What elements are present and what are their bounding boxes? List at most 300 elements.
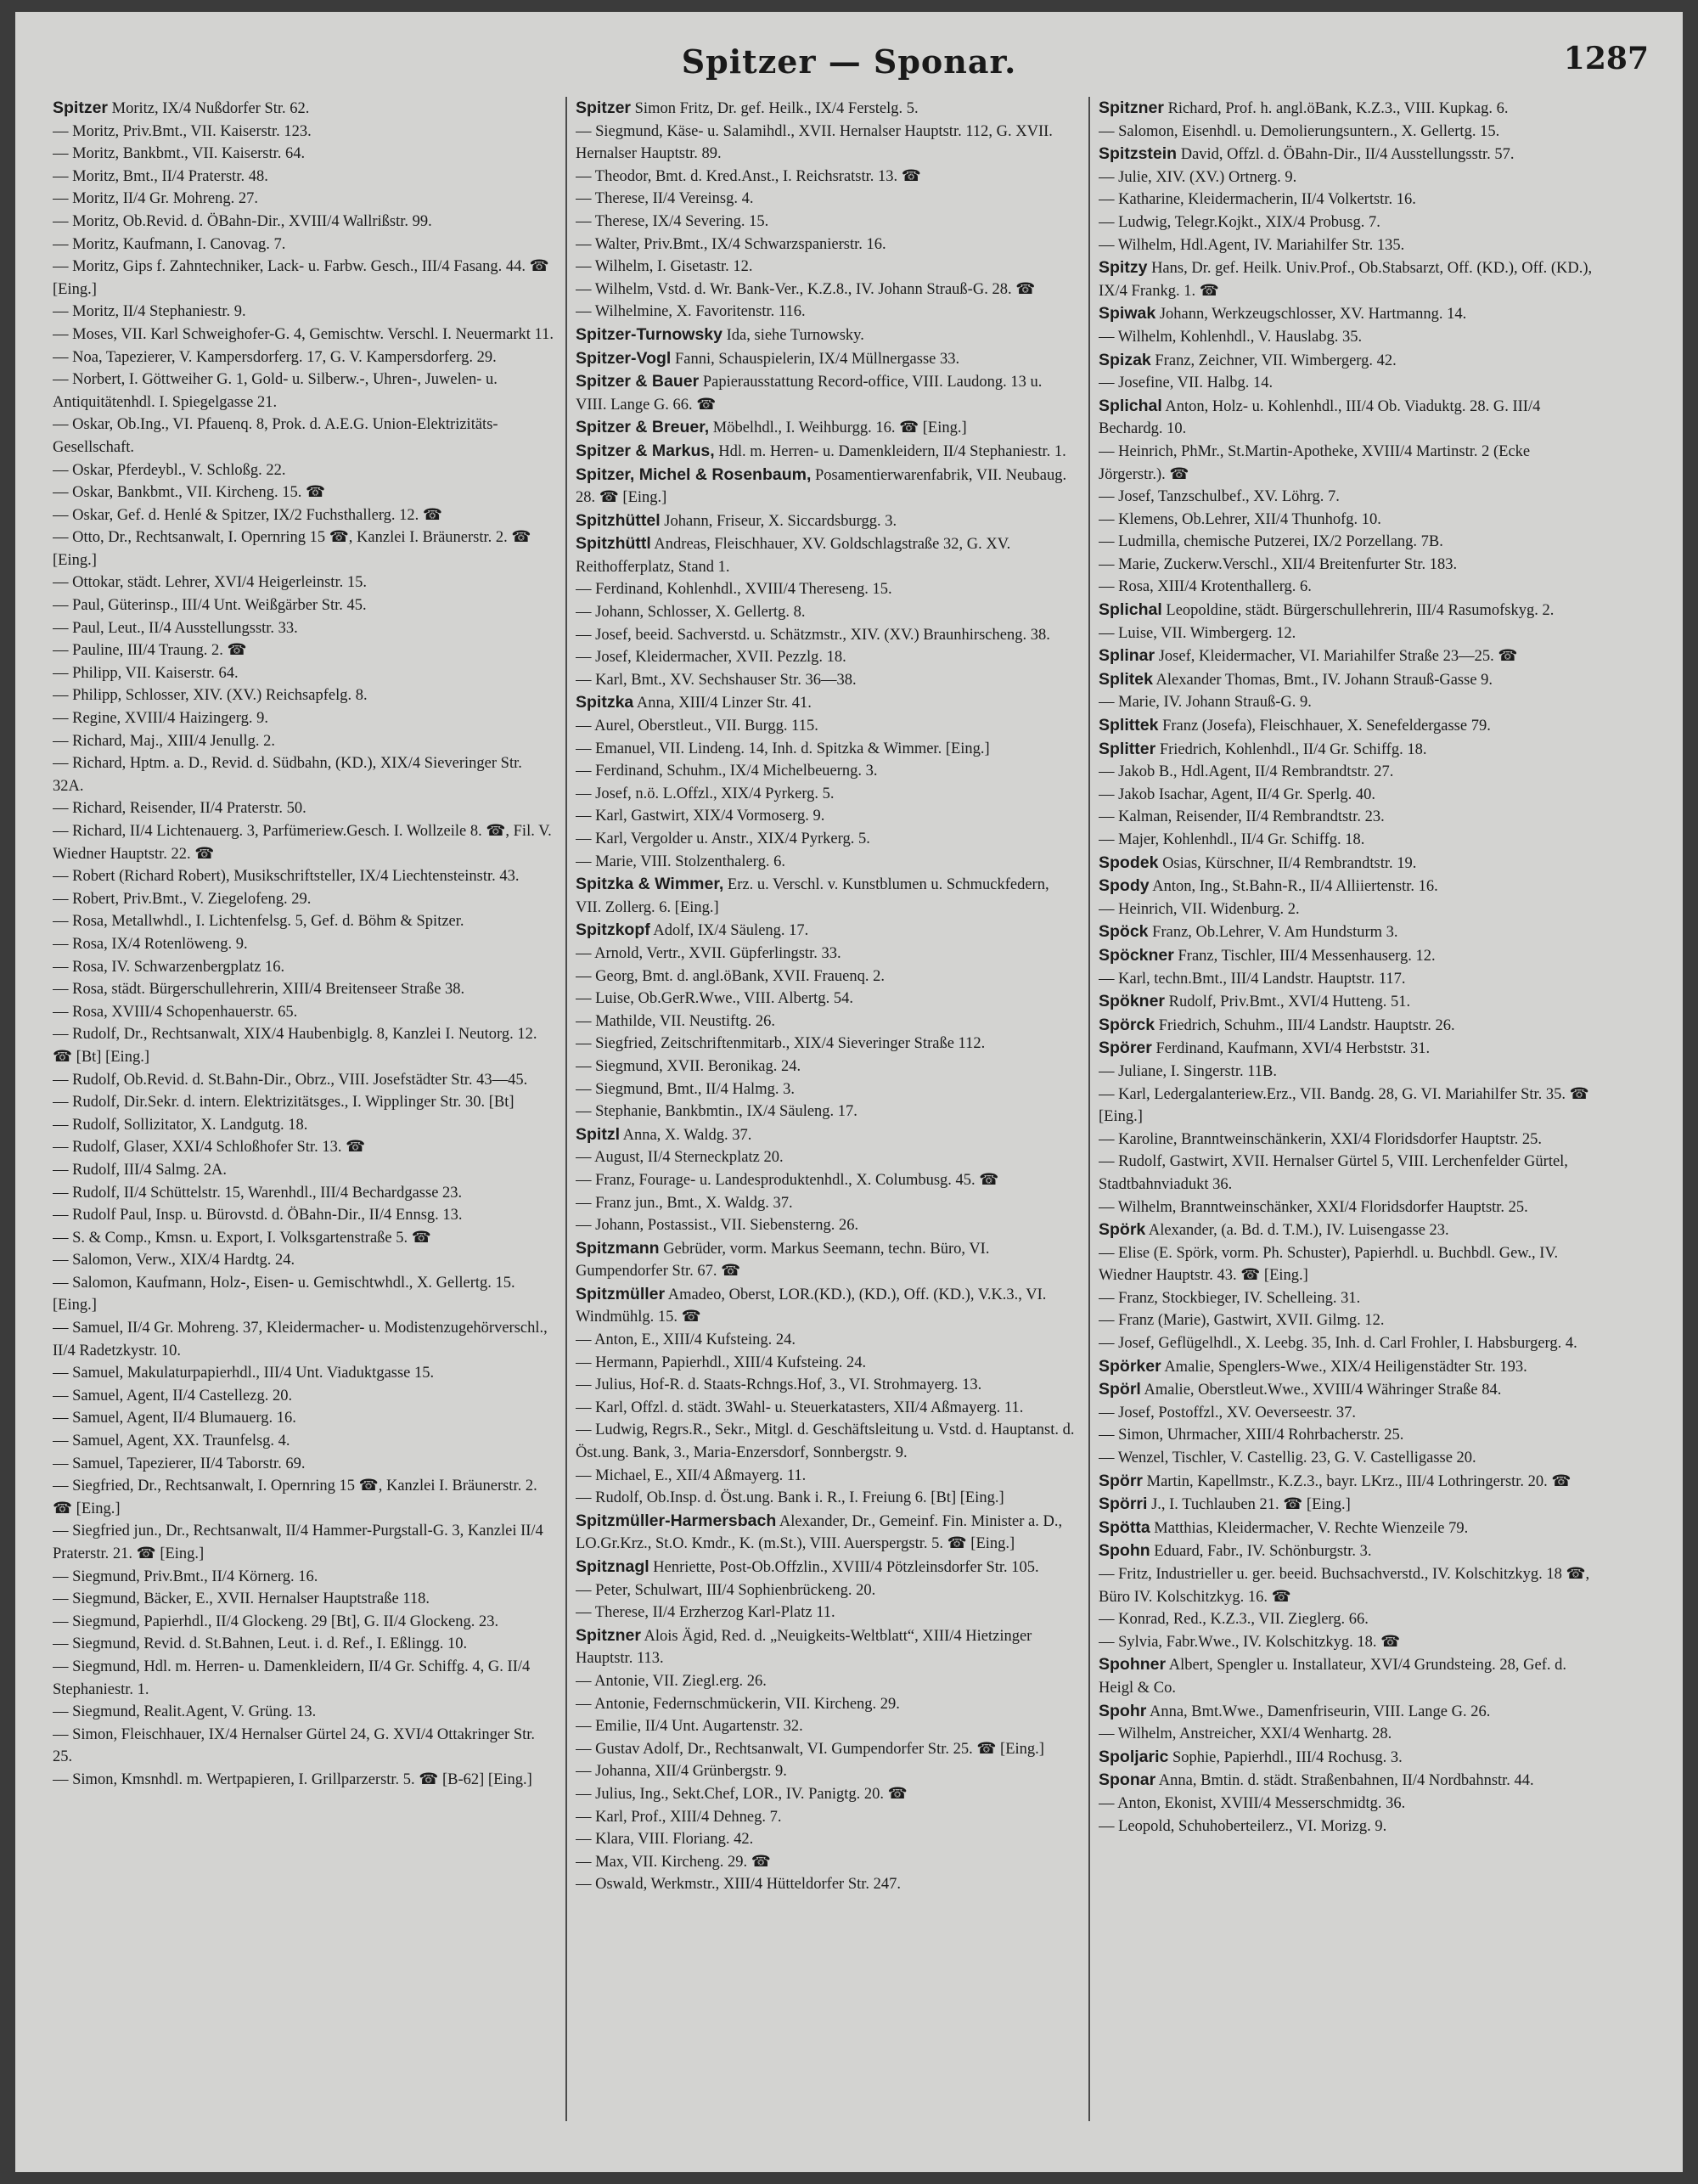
entry-details: — Rosa, IX/4 Rotenlöweng. 9.	[53, 935, 248, 953]
entry-surname: Spitzmann	[576, 1238, 660, 1258]
entry-details: — Salomon, Verw., XIX/4 Hardtg. 24.	[53, 1252, 295, 1269]
directory-entry	[576, 965, 1077, 988]
directory-entry	[1099, 1309, 1600, 1332]
column-divider	[565, 97, 567, 2121]
entry-details: — Moritz, Ob.Revid. d. ÖBahn-Dir., XVIII/4 Wallrißstr. 99.	[53, 212, 432, 230]
directory-entry	[53, 1114, 554, 1137]
directory-entry	[53, 1069, 554, 1092]
directory-entry	[53, 730, 554, 753]
entry-details: — Julius, Ing., Sekt.Chef, LOR., IV. Panigtg. 20. ☎	[576, 1785, 908, 1803]
directory-entry	[576, 578, 1077, 601]
entry-details: — Moritz, Gips f. Zahntechniker, Lack- u. Farbw. Gesch., III/4 Fasang. 44. ☎ [Eing.]	[53, 258, 549, 298]
entry-details: — Rudolf, III/4 Salmg. 2A.	[53, 1161, 228, 1179]
entry-details: — Rudolf, Ob.Insp. d. Öst.ung. Bank i. R., I. Freiung 6. [Bt] [Eing.]	[576, 1489, 1004, 1507]
directory-entry	[1099, 441, 1600, 486]
entry-details: Matthias, Kleidermacher, V. Rechte Wienzeile 79.	[1154, 1519, 1469, 1537]
directory-entry	[576, 1352, 1077, 1375]
entry-details: Amalie, Oberstleut.Wwe., XVIII/4 Währinger Straße 84.	[1144, 1382, 1502, 1399]
directory-entry	[53, 684, 554, 707]
entry-details: — Emanuel, VII. Lindeng. 14, Inh. d. Spitzka & Wimmer. [Eing.]	[576, 740, 990, 757]
entry-details: — Moritz, II/4 Gr. Mohreng. 27.	[53, 190, 259, 208]
directory-entry	[1099, 1723, 1600, 1746]
directory-entry	[53, 956, 554, 979]
entry-details: — Siegfried, Dr., Rechtsanwalt, I. Opernring 15 ☎, Kanzlei I. Bräunerstr. 2. ☎ [Eing.]	[53, 1478, 537, 1517]
directory-entry	[576, 943, 1077, 965]
directory-entry	[53, 234, 554, 256]
directory-entry	[576, 1510, 1077, 1556]
directory-entry	[53, 1385, 554, 1408]
entry-details: — Therese, IX/4 Severing. 15.	[576, 212, 769, 230]
directory-entry	[53, 211, 554, 234]
entry-details: — Gustav Adolf, Dr., Rechtsanwalt, VI. Gumpendorfer Str. 25. ☎ [Eing.]	[576, 1740, 1044, 1758]
directory-entry	[576, 1601, 1077, 1624]
entry-details: — Samuel, Agent, XX. Traunfelsg. 4.	[53, 1433, 290, 1450]
directory-entry	[53, 166, 554, 189]
entry-details: — Karl, Ledergalanteriew.Erz., VII. Bandg. 28, G. VI. Mariahilfer Str. 35. ☎ [Eing.]	[1099, 1085, 1589, 1126]
directory-entry	[1099, 1815, 1600, 1838]
entry-surname: Splitter	[1099, 739, 1156, 758]
entry-details: — Siegmund, Hdl. m. Herren- u. Damenkleidern, II/4 Gr. Schiffg. 4, G. II/4 Stephaniestr. 1.	[53, 1658, 531, 1698]
entry-surname: Spitzhüttl	[576, 534, 651, 554]
page-number: 1287	[1563, 41, 1649, 76]
directory-entry	[576, 1579, 1077, 1602]
directory-entry	[1099, 97, 1600, 121]
directory-entry	[576, 1078, 1077, 1101]
entry-surname: Spörl	[1099, 1380, 1141, 1399]
entry-surname: Splinar	[1099, 646, 1155, 666]
entry-details: — Oswald, Werkmstr., XIII/4 Hütteldorfer Str. 247.	[576, 1876, 902, 1894]
entry-details: Amalie, Spenglers-Wwe., XIX/4 Heiligenstädter Str. 193.	[1164, 1358, 1527, 1376]
directory-entry	[1099, 395, 1600, 441]
directory-entry	[576, 234, 1077, 256]
directory-entry	[1099, 1061, 1600, 1084]
directory-entry	[576, 532, 1077, 578]
entry-details: — Rosa, Metallwhdl., I. Lichtenfelsg. 5, Gef. d. Böhm & Spitzer.	[53, 913, 464, 931]
entry-details: — Karl, techn.Bmt., III/4 Landstr. Hauptstr. 117.	[1099, 970, 1406, 988]
entry-details: — Richard, Maj., XIII/4 Jenullg. 2.	[53, 732, 276, 750]
entry-details: — Moritz, Bankbmt., VII. Kaiserstr. 64.	[53, 145, 306, 163]
entry-details: Ida, siehe Turnowsky.	[726, 326, 864, 344]
directory-entry	[1099, 714, 1600, 738]
directory-entry	[576, 1465, 1077, 1488]
directory-entry	[576, 1010, 1077, 1033]
entry-surname: Spörri	[1099, 1494, 1148, 1514]
entry-details: Anna, Bmtin. d. städt. Straßenbahnen, II/4 Nordbahnstr. 44.	[1158, 1772, 1534, 1790]
directory-entry	[1099, 829, 1600, 852]
directory-columns	[53, 97, 1666, 2155]
entry-details: Andreas, Fleischhauer, XV. Goldschlagstraße 32, G. XV. Reithofferplatz, Stand 1.	[576, 536, 1011, 576]
entry-details: — Franz, Stockbieger, IV. Schelleing. 31.	[1099, 1289, 1361, 1307]
directory-entry	[1099, 1653, 1600, 1699]
entry-details: Richard, Prof. h. angl.öBank, K.Z.3., VIII. Kupkag. 6.	[1167, 100, 1509, 117]
directory-entry	[576, 1169, 1077, 1192]
entry-details: — Marie, VIII. Stolzenthalerg. 6.	[576, 853, 785, 870]
directory-entry	[1099, 1517, 1600, 1540]
entry-details: — Ferdinand, Schuhm., IX/4 Michelbeuerng. 3.	[576, 763, 878, 780]
directory-entry	[1099, 784, 1600, 807]
entry-surname: Spöckner	[1099, 945, 1174, 965]
directory-entry	[1099, 1332, 1600, 1355]
entry-surname: Spitzer	[576, 99, 632, 117]
directory-entry	[576, 1192, 1077, 1215]
entry-details: — Katharine, Kleidermacherin, II/4 Volkertstr. 16.	[1099, 191, 1416, 209]
entry-details: — Heinrich, VII. Widenburg. 2.	[1099, 900, 1300, 918]
directory-entry	[576, 188, 1077, 211]
entry-details: — Peter, Schulwart, III/4 Sophienbrückeng. 20.	[576, 1581, 876, 1599]
entry-details: — Noa, Tapezierer, V. Kampersdorferg. 17, G. V. Kampersdorferg. 29.	[53, 348, 497, 366]
directory-entry	[53, 414, 554, 459]
entry-surname: Spitzstein	[1099, 144, 1178, 164]
entry-details: — Antonie, VII. Ziegl.erg. 26.	[576, 1672, 767, 1690]
entry-details: Eduard, Fabr., IV. Schönburgstr. 3.	[1154, 1543, 1372, 1561]
entry-details: — Karoline, Branntweinschänkerin, XXI/4 Floridsdorfer Hauptstr. 25.	[1099, 1130, 1543, 1148]
directory-entry	[53, 121, 554, 144]
directory-entry	[53, 1656, 554, 1701]
entry-details: — Wilhelm, Vstd. d. Wr. Bank-Ver., K.Z.8., IV. Johann Strauß-G. 28. ☎	[576, 280, 1036, 298]
entry-surname: Spitzer	[53, 99, 109, 117]
entry-details: Franz, Tischler, III/4 Messenhauserg. 12.	[1178, 947, 1436, 965]
entry-details: — Marie, Zuckerw.Verschl., XII/4 Breitenfurter Str. 183.	[1099, 555, 1458, 573]
directory-entry	[1099, 668, 1600, 692]
directory-entry	[53, 1430, 554, 1453]
entry-details: — Rosa, XVIII/4 Schopenhauerstr. 65.	[53, 1003, 298, 1021]
entry-details: Alexander, (a. Bd. d. T.M.), IV. Luisengasse 23.	[1148, 1222, 1449, 1240]
entry-surname: Spökner	[1099, 992, 1166, 1011]
entry-details: Franz (Josefa), Fleischhauer, X. Senefeldergasse 79.	[1162, 718, 1491, 735]
entry-details: Erz. u. Verschl. v. Kunstblumen u. Schmuckfedern, VII. Zollerg. 6. [Eing.]	[576, 876, 1049, 916]
entry-details: — Josef, Postoffzl., XV. Oeverseestr. 37.	[1099, 1404, 1356, 1421]
entry-details: — Majer, Kohlenhdl., II/4 Gr. Schiffg. 18.	[1099, 831, 1365, 848]
entry-details: — Robert (Richard Robert), Musikschriftsteller, IX/4 Liechtensteinstr. 43.	[53, 868, 520, 886]
entry-details: — Oskar, Gef. d. Henlé & Spitzer, IX/2 Fuchsthallerg. 12. ☎	[53, 506, 442, 524]
directory-entry	[576, 1419, 1077, 1464]
entry-details: — Jakob B., Hdl.Agent, II/4 Rembrandtstr. 27.	[1099, 763, 1394, 781]
entry-details: — Siegmund, Käse- u. Salamihdl., XVII. Hernalser Hauptstr. 112, G. XVII. Hernalser Hauptstr. 89.	[576, 122, 1053, 163]
directory-entry	[576, 1556, 1077, 1579]
entry-details: — Arnold, Vertr., XVII. Güpferlingstr. 33.	[576, 944, 841, 962]
directory-entry	[576, 1283, 1077, 1329]
entry-details: Anton, Holz- u. Kohlenhdl., III/4 Ob. Viaduktg. 28. G. III/4 Bechardg. 10.	[1099, 397, 1541, 438]
directory-entry	[1099, 143, 1600, 166]
entry-details: — Moritz, II/4 Stephaniestr. 9.	[53, 303, 246, 321]
entry-details: — Michael, E., XII/4 Aßmayerg. 11.	[576, 1466, 807, 1484]
directory-entry	[1099, 1746, 1600, 1770]
directory-entry	[53, 865, 554, 888]
entry-details: — Elise (E. Spörk, vorm. Ph. Schuster), Papierhdl. u. Buchbdl. Gew., IV. Wiedner Hauptstr. 43. ☎ [Eing.]	[1099, 1244, 1559, 1285]
directory-entry	[576, 324, 1077, 347]
directory-entry	[1099, 121, 1600, 144]
directory-entry	[576, 738, 1077, 761]
directory-entry	[1099, 1700, 1600, 1724]
directory-entry	[1099, 349, 1600, 373]
entry-details: — Julius, Hof-R. d. Staats-Rchngs.Hof, 3., VI. Strohmayerg. 13.	[576, 1376, 982, 1394]
running-head: Spitzer — Sponar.	[681, 42, 1017, 81]
directory-entry	[576, 669, 1077, 692]
directory-entry	[53, 346, 554, 369]
entry-details: Adolf, IX/4 Säuleng. 17.	[653, 922, 809, 940]
entry-surname: Spöck	[1099, 922, 1149, 942]
entry-surname: Spitzy	[1099, 258, 1148, 278]
directory-entry	[53, 481, 554, 504]
entry-details: — Josef, n.ö. L.Offzl., XIX/4 Pyrkerg. 5.	[576, 785, 835, 802]
directory-entry	[576, 873, 1077, 919]
entry-details: — Wilhelm, Hdl.Agent, IV. Mariahilfer Str. 135.	[1099, 236, 1405, 254]
entry-details: — Ferdinand, Kohlenhdl., XVIII/4 Thereseng. 15.	[576, 581, 892, 599]
entry-details: — Wenzel, Tischler, V. Castellig. 23, G. V. Castelligasse 20.	[1099, 1449, 1476, 1467]
entry-details: — Johanna, XII/4 Grünbergstr. 9.	[576, 1763, 787, 1781]
directory-entry	[1099, 599, 1600, 622]
directory-entry	[53, 301, 554, 324]
directory-entry	[1099, 1424, 1600, 1447]
entry-details: Anna, Bmt.Wwe., Damenfriseurin, VIII. Lange G. 26.	[1149, 1703, 1491, 1720]
directory-entry	[1099, 486, 1600, 509]
directory-entry	[1099, 256, 1600, 302]
directory-entry	[576, 1760, 1077, 1783]
directory-entry	[1099, 531, 1600, 554]
entry-details: — Philipp, Schlosser, XIV. (XV.) Reichsapfelg. 8.	[53, 687, 368, 705]
entry-details: — Josef, Tanzschulbef., XV. Löhrg. 7.	[1099, 488, 1340, 506]
entry-details: — Rudolf, Ob.Revid. d. St.Bahn-Dir., Obrz., VIII. Josefstädter Str. 43—45.	[53, 1071, 528, 1089]
entry-surname: Spodek	[1099, 853, 1159, 872]
entry-surname: Spitzmüller-Harmersbach	[576, 1511, 777, 1530]
directory-entry	[576, 256, 1077, 279]
directory-entry	[1099, 1151, 1600, 1196]
directory-entry	[53, 1023, 554, 1068]
directory-entry	[576, 601, 1077, 624]
entry-details: — Rudolf, II/4 Schüttelstr. 15, Warenhdl., III/4 Bechardgasse 23.	[53, 1184, 463, 1202]
entry-details: — Luise, Ob.GerR.Wwe., VIII. Albertg. 54.	[576, 990, 853, 1008]
entry-details: — Emilie, II/4 Unt. Augartenstr. 32.	[576, 1718, 803, 1736]
directory-entry	[576, 440, 1077, 464]
directory-entry	[576, 828, 1077, 851]
entry-details: — Ludwig, Telegr.Kojkt., XIX/4 Probusg. 7.	[1099, 213, 1380, 231]
directory-entry	[53, 1520, 554, 1565]
entry-details: — Hermann, Papierhdl., XIII/4 Kufsteing. 24.	[576, 1354, 867, 1371]
directory-entry	[1099, 1470, 1600, 1494]
directory-entry	[576, 1783, 1077, 1806]
entry-details: — Leopold, Schuhoberteilerz., VI. Morizg. 9.	[1099, 1817, 1387, 1835]
page-header	[15, 32, 1683, 83]
entry-details: — Norbert, I. Göttweiher G. 1, Gold- u. Silberw.-, Uhren-, Juwelen- u. Antiquitätenhdl. I. Spiegelgasse 21.	[53, 371, 498, 411]
entry-details: Möbelhdl., I. Weihburgg. 16. ☎ [Eing.]	[712, 419, 967, 437]
entry-details: — Rosa, IV. Schwarzenbergplatz 16.	[53, 958, 285, 976]
directory-entry	[576, 370, 1077, 416]
directory-entry	[53, 1204, 554, 1227]
entry-details: — Moritz, Bmt., II/4 Praterstr. 48.	[53, 167, 268, 185]
directory-entry	[1099, 554, 1600, 577]
directory-entry	[1099, 576, 1600, 599]
directory-entry	[1099, 509, 1600, 532]
entry-surname: Spitzer & Breuer,	[576, 418, 710, 437]
directory-entry	[576, 416, 1077, 440]
directory-entry	[53, 1588, 554, 1611]
entry-surname: Spörk	[1099, 1220, 1146, 1240]
directory-entry	[1099, 1219, 1600, 1242]
entry-surname: Spitzka & Wimmer,	[576, 875, 724, 894]
directory-entry	[1099, 875, 1600, 898]
entry-details: Moritz, IX/4 Nußdorfer Str. 62.	[111, 100, 310, 117]
entry-surname: Spitzka	[576, 693, 634, 712]
directory-entry	[576, 1329, 1077, 1352]
entry-details: — Franz (Marie), Gastwirt, XVII. Gilmg. 12.	[1099, 1312, 1385, 1330]
entry-surname: Spötta	[1099, 1517, 1150, 1537]
directory-entry	[53, 1453, 554, 1476]
entry-details: — Wilhelm, Anstreicher, XXI/4 Wenhartg. 28.	[1099, 1725, 1392, 1743]
entry-details: Anton, Ing., St.Bahn-R., II/4 Alliiertenstr. 16.	[1152, 878, 1438, 896]
directory-entry	[576, 1851, 1077, 1874]
entry-details: — Klara, VIII. Floriang. 42.	[576, 1831, 754, 1849]
directory-entry	[1099, 920, 1600, 944]
entry-surname: Spody	[1099, 876, 1150, 896]
entry-surname: Splitek	[1099, 669, 1153, 689]
directory-entry	[1099, 166, 1600, 189]
directory-entry	[576, 1487, 1077, 1510]
entry-surname: Splichal	[1099, 396, 1162, 415]
directory-entry	[576, 1670, 1077, 1693]
entry-surname: Spitzkopf	[576, 920, 650, 940]
directory-entry	[53, 459, 554, 482]
entry-details: — Rudolf, Glaser, XXI/4 Schloßhofer Str. 13. ☎	[53, 1139, 366, 1157]
directory-entry	[1099, 1196, 1600, 1219]
entry-details: — Franz jun., Bmt., X. Waldg. 37.	[576, 1194, 793, 1212]
directory-entry	[53, 256, 554, 301]
entry-details: — Heinrich, PhMr., St.Martin-Apotheke, XVIII/4 Martinstr. 2 (Ecke Jörgerstr.). ☎	[1099, 442, 1531, 483]
directory-entry	[576, 1828, 1077, 1851]
directory-entry	[576, 1123, 1077, 1147]
entry-details: — Simon, Uhrmacher, XIII/4 Rohrbacherstr. 25.	[1099, 1427, 1404, 1444]
entry-surname: Spitzhüttel	[576, 510, 661, 530]
directory-entry	[1099, 990, 1600, 1014]
directory-entry	[1099, 326, 1600, 349]
directory-entry	[53, 594, 554, 617]
entry-details: Henriette, Post-Ob.Offzlin., XVIII/4 Pötzleinsdorfer Str. 105.	[653, 1559, 1039, 1576]
entry-details: Sophie, Papierhdl., III/4 Rochusg. 3.	[1172, 1748, 1403, 1766]
directory-entry	[53, 1227, 554, 1250]
directory-entry	[53, 1001, 554, 1024]
directory-entry	[1099, 1129, 1600, 1151]
directory-entry	[576, 988, 1077, 1010]
directory-entry	[53, 369, 554, 414]
entry-surname: Spörker	[1099, 1356, 1161, 1376]
entry-details: — Sylvia, Fabr.Wwe., IV. Kolschitzkyg. 18. ☎	[1099, 1633, 1401, 1651]
entry-details: — Paul, Güterinsp., III/4 Unt. Weißgärber Str. 45.	[53, 597, 367, 615]
entry-details: David, Offzl. d. ÖBahn-Dir., II/4 Ausstellungsstr. 57.	[1180, 146, 1515, 164]
entry-details: Friedrich, Kohlenhdl., II/4 Gr. Schiffg. 18.	[1159, 740, 1427, 758]
directory-entry	[53, 1182, 554, 1205]
entry-details: — Ludwig, Regrs.R., Sekr., Mitgl. d. Geschäftsleitung u. Vstd. d. Hauptanst. d. Öst.ung. Bank, 3., Maria-Enzersdorf, Sonnbergstr. 9.	[576, 1421, 1075, 1462]
directory-entry	[576, 1374, 1077, 1397]
directory-entry	[53, 1701, 554, 1724]
directory-entry	[53, 978, 554, 1001]
directory-entry	[576, 1214, 1077, 1237]
directory-entry	[53, 1091, 554, 1114]
entry-details: — Simon, Fleischhauer, IX/4 Hernalser Gürtel 24, G. XVI/4 Ottakringer Str. 25.	[53, 1725, 536, 1766]
directory-entry	[576, 1738, 1077, 1761]
entry-details: — August, II/4 Sterneckplatz 20.	[576, 1149, 784, 1167]
entry-details: — Richard, Hptm. a. D., Revid. d. Südbahn, (KD.), XIX/4 Sieveringer Str. 32A.	[53, 755, 522, 795]
directory-entry	[576, 1100, 1077, 1123]
directory-entry	[53, 1769, 554, 1792]
directory-entry	[1099, 302, 1600, 326]
entry-details: — Anton, E., XIII/4 Kufsteing. 24.	[576, 1331, 796, 1349]
entry-details: — Karl, Vergolder u. Anstr., XIX/4 Pyrkerg. 5.	[576, 830, 870, 847]
directory-entry	[1099, 806, 1600, 829]
directory-entry	[53, 1633, 554, 1656]
entry-surname: Spörck	[1099, 1015, 1155, 1034]
entry-surname: Spörer	[1099, 1039, 1152, 1058]
column-2	[576, 97, 1077, 2155]
directory-entry	[576, 509, 1077, 533]
directory-entry	[1099, 645, 1600, 668]
directory-entry	[1099, 738, 1600, 762]
entry-details: Martin, Kapellmstr., K.Z.3., bayr. LKrz., III/4 Lothringerstr. 20. ☎	[1146, 1472, 1571, 1490]
directory-entry	[576, 279, 1077, 301]
directory-entry	[53, 324, 554, 346]
entry-surname: Spoljaric	[1099, 1747, 1169, 1766]
directory-entry	[576, 715, 1077, 738]
directory-entry	[53, 910, 554, 933]
entry-details: — Siegfried jun., Dr., Rechtsanwalt, II/4 Hammer-Purgstall-G. 3, Kanzlei II/4 Praterstr. 21. ☎ [Eing.]	[53, 1523, 543, 1562]
directory-entry	[53, 1272, 554, 1317]
entry-details: — Klemens, Ob.Lehrer, XII/4 Thunhofg. 10.	[1099, 510, 1381, 528]
entry-details: Posamentierwarenfabrik, VII. Neubaug. 28. ☎ [Eing.]	[576, 466, 1067, 507]
entry-surname: Splichal	[1099, 600, 1162, 620]
directory-entry	[53, 662, 554, 685]
column-3	[1099, 97, 1600, 2155]
directory-page	[15, 12, 1683, 2172]
directory-entry	[576, 301, 1077, 324]
entry-details: — Otto, Dr., Rechtsanwalt, I. Opernring 15 ☎, Kanzlei I. Bräunerstr. 2. ☎ [Eing.]	[53, 529, 531, 569]
entry-details: — Karl, Gastwirt, XIX/4 Vormoserg. 9.	[576, 808, 825, 825]
directory-entry	[53, 1475, 554, 1520]
directory-entry	[53, 1724, 554, 1769]
entry-details: Hans, Dr. gef. Heilk. Univ.Prof., Ob.Stabsarzt, Off. (KD.), Off. (KD.), IX/4 Frankg. 1. ☎	[1099, 260, 1593, 300]
directory-entry	[1099, 1084, 1600, 1129]
entry-details: — Antonie, Federnschmückerin, VII. Kircheng. 29.	[576, 1695, 900, 1713]
entry-details: — Pauline, III/4 Traung. 2. ☎	[53, 642, 247, 660]
entry-details: — Luise, VII. Wimbergerg. 12.	[1099, 624, 1296, 642]
directory-entry	[1099, 1037, 1600, 1061]
directory-entry	[1099, 898, 1600, 921]
entry-details: Leopoldine, städt. Bürgerschullehrerin, III/4 Rasumofskyg. 2.	[1166, 602, 1555, 620]
directory-entry	[1099, 1242, 1600, 1287]
directory-entry	[1099, 372, 1600, 395]
directory-entry	[576, 851, 1077, 874]
entry-details: — Julie, XIV. (XV.) Ortnerg. 9.	[1099, 168, 1297, 186]
entry-details: Johann, Werkzeugschlosser, XV. Hartmanng. 14.	[1159, 306, 1467, 324]
entry-details: Josef, Kleidermacher, VI. Mariahilfer Straße 23—25. ☎	[1158, 648, 1518, 666]
entry-details: Ferdinand, Kaufmann, XVI/4 Herbststr. 31.	[1155, 1040, 1431, 1058]
entry-details: — Rudolf, Gastwirt, XVII. Hernalser Gürtel 5, VIII. Lerchenfelder Gürtel, Stadtbahnviadukt 36.	[1099, 1153, 1568, 1193]
entry-details: Albert, Spengler u. Installateur, XVI/4 Grundsteing. 28, Gef. d. Heigl & Co.	[1099, 1657, 1567, 1697]
entry-details: — Rudolf, Dr., Rechtsanwalt, XIX/4 Haubenbiglg. 8, Kanzlei I. Neutorg. 12. ☎ [Bt] [Eing.]	[53, 1026, 537, 1066]
entry-details: — Simon, Kmsnhdl. m. Wertpapieren, I. Grillparzerstr. 5. ☎ [B-62] [Eing.]	[53, 1770, 532, 1788]
entry-surname: Spörr	[1099, 1471, 1144, 1490]
entry-details: — Robert, Priv.Bmt., V. Ziegelofeng. 29.	[53, 890, 312, 908]
entry-details: — Rudolf Paul, Insp. u. Bürovstd. d. ÖBahn-Dir., II/4 Ennsg. 13.	[53, 1207, 463, 1224]
entry-details: Fanni, Schauspielerin, IX/4 Müllnergasse 33.	[674, 350, 960, 368]
directory-entry	[1099, 1769, 1600, 1793]
entry-surname: Spohner	[1099, 1655, 1167, 1675]
entry-details: — Siegmund, Revid. d. St.Bahnen, Leut. i. d. Ref., I. Eßlingg. 10.	[53, 1635, 468, 1653]
directory-entry	[576, 1237, 1077, 1283]
entry-details: Hdl. m. Herren- u. Damenkleidern, II/4 Stephaniestr. 1.	[718, 442, 1066, 460]
directory-entry	[53, 707, 554, 730]
entry-surname: Spitzl	[576, 1124, 620, 1144]
directory-entry	[576, 1033, 1077, 1055]
directory-entry	[576, 211, 1077, 234]
directory-entry	[53, 888, 554, 911]
